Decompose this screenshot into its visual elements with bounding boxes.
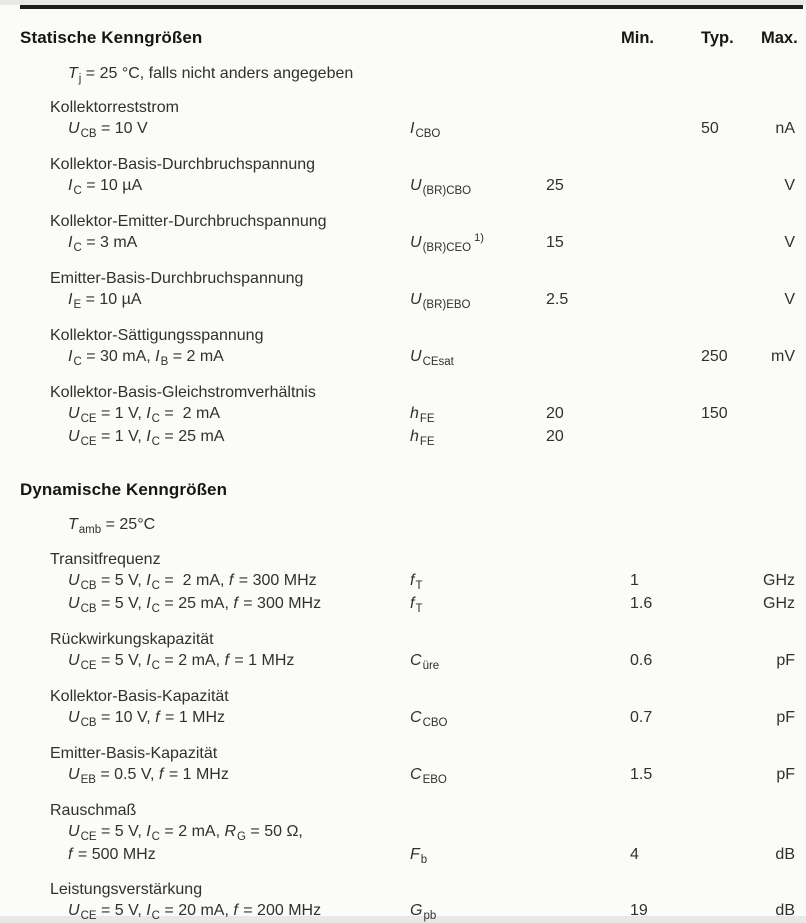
text-segment: = 5 V, bbox=[96, 595, 147, 612]
param-row bbox=[20, 593, 795, 616]
section bbox=[20, 479, 795, 923]
unit-text: dB bbox=[775, 846, 795, 863]
subscript: T bbox=[415, 602, 423, 615]
condition-cell bbox=[20, 650, 410, 673]
text-segment: = 5 V, bbox=[96, 823, 147, 840]
subscript: C bbox=[151, 602, 160, 615]
text-segment: = 1 MHz bbox=[229, 652, 295, 669]
variable-symbol: I bbox=[410, 120, 415, 137]
condition-cell bbox=[20, 403, 410, 426]
subscript: CEsat bbox=[422, 355, 454, 368]
datasheet-page bbox=[0, 5, 806, 922]
variable-symbol: U bbox=[68, 902, 80, 919]
subscript: C bbox=[73, 241, 82, 254]
variable-symbol: f bbox=[410, 572, 415, 589]
groups-container bbox=[20, 549, 795, 923]
param-group bbox=[20, 268, 795, 312]
text-segment: = 10 µA bbox=[81, 291, 142, 308]
subscript: C bbox=[151, 412, 160, 425]
group-label: Emitter-Basis-Durchbruchspannung bbox=[50, 270, 304, 287]
subscript: CB bbox=[80, 579, 97, 592]
param-group bbox=[20, 97, 795, 141]
param-row bbox=[20, 844, 795, 867]
param-group bbox=[20, 382, 795, 449]
variable-symbol: I bbox=[146, 595, 151, 612]
rows-container bbox=[20, 764, 795, 787]
variable-symbol: U bbox=[68, 428, 80, 445]
symbol-cell bbox=[410, 844, 537, 867]
variable-symbol: U bbox=[68, 595, 80, 612]
subscript: pb bbox=[423, 909, 437, 922]
text-segment: = 5 V, bbox=[96, 652, 147, 669]
symbol-cell bbox=[410, 118, 537, 141]
variable-symbol: U bbox=[68, 405, 80, 422]
subscript: b bbox=[420, 853, 428, 866]
text-segment: = 20 mA, bbox=[159, 902, 234, 919]
variable-symbol: f bbox=[233, 902, 238, 919]
note-row bbox=[20, 514, 795, 537]
group-label: Kollektor-Basis-Kapazität bbox=[50, 688, 229, 705]
text-segment: = 10 V bbox=[96, 120, 148, 137]
variable-symbol: U bbox=[68, 823, 80, 840]
text-segment: = 2 mA, bbox=[159, 572, 229, 589]
variable-symbol: U bbox=[68, 572, 80, 589]
section-header-row bbox=[20, 479, 795, 500]
symbol-cell bbox=[410, 346, 537, 369]
param-row bbox=[20, 650, 795, 673]
variable-symbol: G bbox=[410, 902, 423, 919]
variable-symbol: f bbox=[233, 595, 238, 612]
variable-symbol: I bbox=[68, 291, 73, 308]
variable-symbol: C bbox=[410, 766, 422, 783]
subscript: CBO bbox=[415, 127, 441, 140]
sections-container bbox=[20, 27, 798, 923]
text-segment: = 50 Ω, bbox=[245, 823, 303, 840]
subscript: amb bbox=[78, 523, 102, 536]
variable-symbol: U bbox=[410, 348, 422, 365]
param-group bbox=[20, 800, 795, 867]
unit-text: V bbox=[784, 291, 795, 308]
text-segment: = 5 V, bbox=[96, 902, 147, 919]
subscript: G bbox=[237, 830, 246, 843]
min-value: 20 bbox=[546, 428, 564, 445]
rows-container bbox=[20, 346, 795, 369]
subscript: C bbox=[151, 659, 160, 672]
condition-cell bbox=[20, 707, 410, 730]
symbol-cell bbox=[410, 175, 537, 198]
variable-symbol: f bbox=[68, 846, 73, 863]
subscript: E bbox=[73, 298, 82, 311]
min-value: 15 bbox=[546, 234, 564, 251]
symbol-cell bbox=[410, 426, 537, 449]
symbol-cell bbox=[410, 570, 537, 593]
subscript: FE bbox=[419, 435, 435, 448]
variable-symbol: U bbox=[68, 652, 80, 669]
condition-note bbox=[20, 514, 795, 537]
subscript: EBO bbox=[422, 773, 447, 786]
subscript: C bbox=[151, 909, 160, 922]
group-label: Kollektor-Basis-Durchbruchspannung bbox=[50, 156, 316, 173]
symbol-cell bbox=[410, 289, 537, 312]
subscript: C bbox=[151, 435, 160, 448]
variable-symbol: I bbox=[68, 348, 73, 365]
condition-cell bbox=[20, 821, 410, 844]
text-segment: = 1 MHz bbox=[164, 766, 229, 783]
condition-cell bbox=[20, 593, 410, 616]
text-segment: = 10 V, bbox=[96, 709, 156, 726]
unit-text: V bbox=[784, 234, 795, 251]
param-row bbox=[20, 707, 795, 730]
column-header-typ: Typ. bbox=[701, 29, 734, 47]
param-group bbox=[20, 154, 795, 198]
param-group bbox=[20, 879, 795, 923]
rows-container bbox=[20, 118, 795, 141]
group-label: Kollektor-Basis-Gleichstromverhältnis bbox=[50, 384, 316, 401]
variable-symbol: U bbox=[68, 766, 80, 783]
param-row bbox=[20, 426, 795, 449]
max-value: 250 bbox=[701, 348, 728, 365]
variable-symbol: R bbox=[224, 823, 237, 840]
param-row bbox=[20, 570, 795, 593]
rows-container bbox=[20, 232, 795, 255]
unit-text: pF bbox=[776, 766, 795, 783]
condition-cell bbox=[20, 570, 410, 593]
condition-cell bbox=[20, 900, 410, 923]
unit-text: GHz bbox=[763, 595, 795, 612]
text-segment: = 300 MHz bbox=[234, 572, 317, 589]
footnote-superscript: 1) bbox=[474, 232, 484, 244]
variable-symbol: f bbox=[158, 766, 164, 783]
rows-container bbox=[20, 650, 795, 673]
variable-symbol: U bbox=[410, 234, 422, 251]
text-segment: = 300 MHz bbox=[238, 595, 322, 612]
typ-value: 0.7 bbox=[630, 709, 653, 726]
typ-value: 1 bbox=[630, 572, 639, 589]
unit-text: V bbox=[784, 177, 795, 194]
symbol-cell bbox=[410, 403, 537, 426]
typ-value: 1.6 bbox=[630, 595, 653, 612]
min-value: 2.5 bbox=[546, 291, 569, 308]
param-row bbox=[20, 403, 795, 426]
subscript: CE bbox=[80, 412, 97, 425]
subscript: CE bbox=[80, 659, 97, 672]
symbol-cell bbox=[410, 593, 537, 616]
variable-symbol: I bbox=[146, 902, 151, 919]
text-segment: = 2 mA bbox=[168, 348, 224, 365]
text-segment: = 2 mA, bbox=[159, 652, 225, 669]
group-label: Rückwirkungskapazität bbox=[50, 631, 214, 648]
rows-container bbox=[20, 289, 795, 312]
section-title: Dynamische Kenngrößen bbox=[20, 480, 228, 499]
unit-text: dB bbox=[775, 902, 795, 919]
condition-cell bbox=[20, 346, 410, 369]
condition-cell bbox=[20, 764, 410, 787]
param-group bbox=[20, 325, 795, 369]
variable-symbol: I bbox=[146, 405, 151, 422]
symbol-cell bbox=[410, 707, 537, 730]
unit-text: mV bbox=[771, 348, 795, 365]
typ-value: 19 bbox=[630, 902, 648, 919]
variable-symbol: C bbox=[410, 709, 422, 726]
text-segment: = 500 MHz bbox=[73, 846, 156, 863]
subscript: CE bbox=[80, 909, 97, 922]
variable-symbol: I bbox=[146, 428, 151, 445]
text-segment: = 1 V, bbox=[96, 428, 147, 445]
rows-container bbox=[20, 570, 795, 616]
variable-symbol: T bbox=[68, 65, 78, 82]
subscript: j bbox=[78, 72, 82, 85]
variable-symbol: f bbox=[228, 572, 234, 589]
text-segment: = 25°C bbox=[101, 516, 156, 533]
subscript: (BR)CEO bbox=[422, 241, 472, 254]
text-segment: = 1 V, bbox=[96, 405, 147, 422]
unit-text: nA bbox=[775, 120, 795, 137]
symbol-cell bbox=[410, 900, 537, 923]
param-row bbox=[20, 289, 795, 312]
variable-symbol: f bbox=[410, 595, 415, 612]
variable-symbol: F bbox=[410, 846, 420, 863]
variable-symbol: U bbox=[68, 709, 80, 726]
variable-symbol: I bbox=[155, 348, 160, 365]
max-value: 150 bbox=[701, 405, 728, 422]
subscript: C bbox=[73, 355, 82, 368]
text-segment: = 10 µA bbox=[81, 177, 143, 194]
variable-symbol: T bbox=[68, 516, 78, 533]
variable-symbol: I bbox=[146, 823, 151, 840]
subscript: T bbox=[415, 579, 423, 592]
param-group bbox=[20, 549, 795, 616]
condition-cell bbox=[20, 289, 410, 312]
rows-container bbox=[20, 707, 795, 730]
section-header-row bbox=[20, 27, 798, 49]
param-row bbox=[20, 232, 795, 255]
condition-cell bbox=[20, 175, 410, 198]
subscript: FE bbox=[419, 412, 435, 425]
column-header-min: Min. bbox=[621, 29, 654, 47]
text-segment: = 2 mA, bbox=[159, 823, 225, 840]
text-segment: = 200 MHz bbox=[238, 902, 322, 919]
param-group bbox=[20, 686, 795, 730]
symbol-cell bbox=[410, 764, 537, 787]
variable-symbol: h bbox=[410, 428, 419, 445]
subscript: CB bbox=[80, 716, 97, 729]
param-row bbox=[20, 346, 795, 369]
top-rule bbox=[20, 5, 803, 9]
variable-symbol: f bbox=[224, 652, 229, 669]
note-row bbox=[20, 63, 795, 86]
group-label: Kollektor-Emitter-Durchbruchspannung bbox=[50, 213, 327, 230]
rows-container bbox=[20, 900, 795, 923]
condition-cell bbox=[20, 118, 410, 141]
variable-symbol: h bbox=[410, 405, 419, 422]
text-segment: = 25 mA bbox=[159, 428, 225, 445]
group-label: Kollektorreststrom bbox=[50, 99, 179, 116]
text-segment: = 25 mA, bbox=[159, 595, 234, 612]
subscript: C bbox=[73, 184, 82, 197]
variable-symbol: U bbox=[410, 177, 422, 194]
condition-cell bbox=[20, 844, 410, 865]
subscript: CB bbox=[80, 127, 97, 140]
text-segment: = 30 mA, bbox=[81, 348, 156, 365]
variable-symbol: I bbox=[68, 234, 73, 251]
section-title: Statische Kenngrößen bbox=[20, 28, 203, 47]
param-group bbox=[20, 211, 795, 255]
section bbox=[20, 27, 798, 449]
subscript: CE bbox=[80, 830, 97, 843]
condition-cell bbox=[20, 426, 410, 449]
text-segment: = 0.5 V, bbox=[95, 766, 159, 783]
min-value: 20 bbox=[546, 405, 564, 422]
text-segment: = 3 mA bbox=[81, 234, 138, 251]
group-label: Leistungsverstärkung bbox=[50, 881, 203, 898]
column-header-max: Max. bbox=[761, 29, 798, 47]
text-segment: = 25 °C, falls nicht anders angegeben bbox=[81, 65, 354, 82]
variable-symbol: I bbox=[68, 177, 73, 194]
param-row bbox=[20, 764, 795, 787]
param-group bbox=[20, 629, 795, 673]
rows-container bbox=[20, 175, 795, 198]
groups-container bbox=[20, 97, 795, 449]
unit-text: GHz bbox=[763, 572, 795, 589]
text-segment: = 2 mA bbox=[159, 405, 221, 422]
group-label: Kollektor-Sättigungsspannung bbox=[50, 327, 264, 344]
group-label: Transitfrequenz bbox=[50, 551, 161, 568]
subscript: EB bbox=[80, 773, 96, 786]
unit-text: pF bbox=[776, 709, 795, 726]
symbol-cell bbox=[410, 232, 537, 255]
group-label: Rauschmaß bbox=[50, 802, 137, 819]
subscript: CBO bbox=[422, 716, 448, 729]
text-segment: = 1 MHz bbox=[160, 709, 226, 726]
param-group bbox=[20, 743, 795, 787]
condition-cell bbox=[20, 232, 410, 255]
variable-symbol: U bbox=[410, 291, 422, 308]
rows-container bbox=[20, 821, 795, 867]
subscript: C bbox=[151, 830, 160, 843]
text-segment: = 5 V, bbox=[96, 572, 147, 589]
min-value: 25 bbox=[546, 177, 564, 194]
subscript: üre bbox=[422, 659, 440, 672]
subscript: C bbox=[151, 579, 160, 592]
typ-value: 4 bbox=[630, 846, 639, 863]
variable-symbol: f bbox=[155, 709, 160, 726]
symbol-cell bbox=[410, 650, 537, 673]
max-value: 50 bbox=[701, 120, 719, 137]
variable-symbol: I bbox=[146, 652, 151, 669]
unit-text: pF bbox=[776, 652, 795, 669]
param-row bbox=[20, 821, 795, 844]
rows-container bbox=[20, 403, 795, 449]
param-row bbox=[20, 175, 795, 198]
variable-symbol: I bbox=[146, 572, 151, 589]
variable-symbol: C bbox=[410, 652, 422, 669]
group-label: Emitter-Basis-Kapazität bbox=[50, 745, 218, 762]
subscript: CB bbox=[80, 602, 97, 615]
typ-value: 1.5 bbox=[630, 766, 653, 783]
param-row bbox=[20, 900, 795, 923]
subscript: CE bbox=[80, 435, 97, 448]
typ-value: 0.6 bbox=[630, 652, 653, 669]
subscript: (BR)CBO bbox=[422, 184, 472, 197]
condition-note bbox=[20, 63, 795, 86]
subscript: (BR)EBO bbox=[422, 298, 471, 311]
variable-symbol: U bbox=[68, 120, 80, 137]
param-row bbox=[20, 118, 795, 141]
subscript: B bbox=[160, 355, 169, 368]
